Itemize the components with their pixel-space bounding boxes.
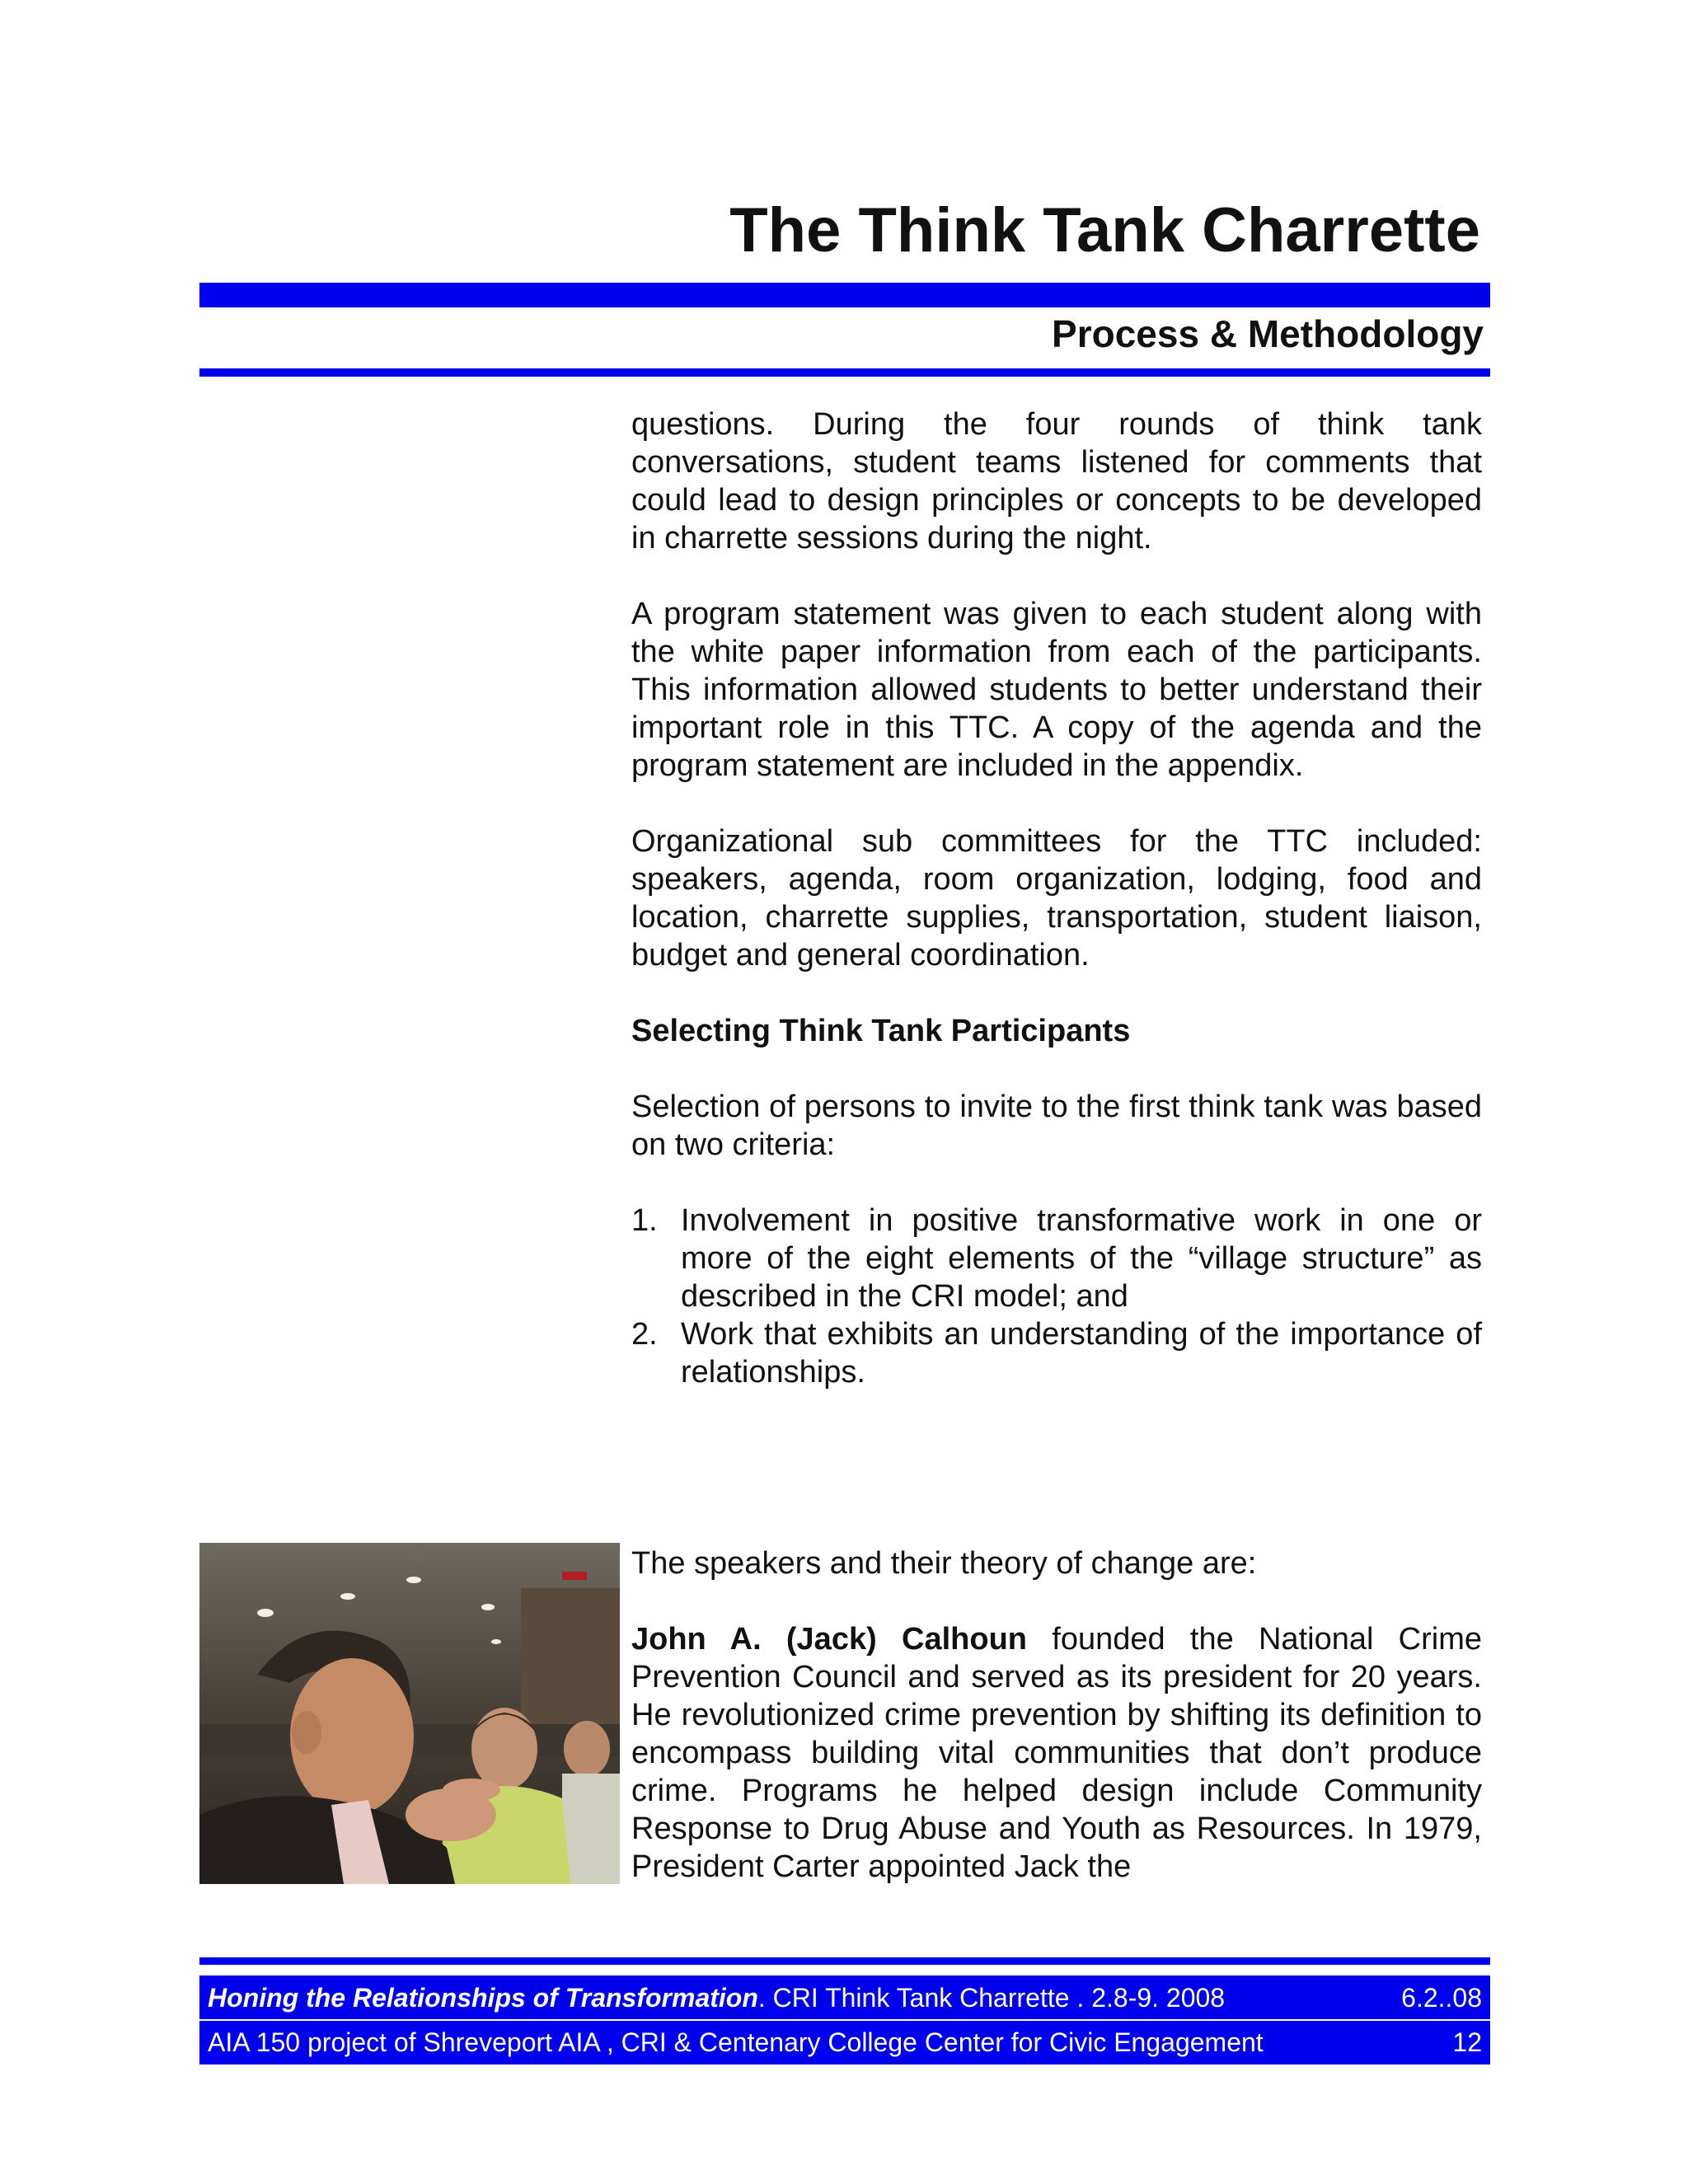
list-number: 2. bbox=[631, 1317, 658, 1352]
footer-project-text: AIA 150 project of Shreveport AIA , CRI & Centenary College Center for Civic Engagement bbox=[208, 2027, 1264, 2057]
footer-divider bbox=[199, 1957, 1490, 1965]
paragraph-program-statement: A program statement was given to each student along with the white paper information from each of the participants. This information allowed students to better understand their important role in this TTC. A copy of the agenda and the program statement are included in the appendix. bbox=[631, 597, 1482, 783]
footer-doc-title: Honing the Relationships of Transformation bbox=[208, 1983, 758, 2013]
list-text: Work that exhibits an understanding of the importance of relationships. bbox=[681, 1317, 1482, 1390]
speaker-name: John A. (Jack) Calhoun bbox=[631, 1622, 1027, 1657]
section-subtitle: Process & Methodology bbox=[1052, 312, 1484, 355]
speaker-bio: founded the National Crime Prevention Council and served as its president for 20 years. He revolutionized crime prevention by shifting its definition to encompass building vital communities that don’t produce crime. Programs he helped design include Community Response to Drug Abuse and Youth as Resources. In 1979, President Carter appointed Jack the bbox=[631, 1622, 1483, 1884]
paragraph-speaker-calhoun bbox=[631, 1620, 1482, 1886]
footer-row-title bbox=[208, 1977, 1482, 2018]
criteria-list bbox=[631, 1202, 1482, 1391]
main-text-column bbox=[631, 405, 1482, 1391]
page-title: The Think Tank Charrette bbox=[729, 195, 1480, 265]
speaker-photo bbox=[199, 1543, 620, 1884]
section-heading: Selecting Think Tank Participants bbox=[631, 1014, 1131, 1048]
paragraph-selection: Selection of persons to invite to the first think tank was based on two criteria: bbox=[631, 1090, 1482, 1162]
list-number: 1. bbox=[631, 1203, 658, 1238]
title-divider bbox=[199, 283, 1490, 307]
page-number: 12 bbox=[1452, 2027, 1482, 2057]
paragraph-subcommittees: Organizational sub committees for the TTC included: speakers, agenda, room organization, lodging, food and location, charrette supplies, transportation, student liaison, budget and general coordination. bbox=[631, 824, 1482, 972]
speakers-text-column bbox=[631, 1544, 1482, 1886]
footer-date: 6.2..08 bbox=[1401, 1983, 1482, 2013]
list-item bbox=[631, 1315, 1482, 1391]
paragraph-speakers-intro: The speakers and their theory of change are: bbox=[631, 1546, 1257, 1581]
subtitle-divider bbox=[199, 368, 1490, 377]
footer-inner-divider bbox=[199, 2019, 1490, 2021]
list-item bbox=[631, 1202, 1482, 1315]
list-text: Involvement in positive transformative work in one or more of the eight elements of the “village structure” as described in the CRI model; and bbox=[681, 1203, 1482, 1314]
footer-doc-detail: . CRI Think Tank Charrette . 2.8-9. 2008 bbox=[757, 1983, 1226, 2013]
footer-row-project bbox=[208, 2022, 1482, 2063]
paragraph-questions: questions. During the four rounds of think tank conversations, student teams listened for comments that could lead to design principles or concepts to be developed in charrette sessions during the night. bbox=[631, 407, 1482, 555]
page-footer bbox=[199, 1975, 1490, 2064]
